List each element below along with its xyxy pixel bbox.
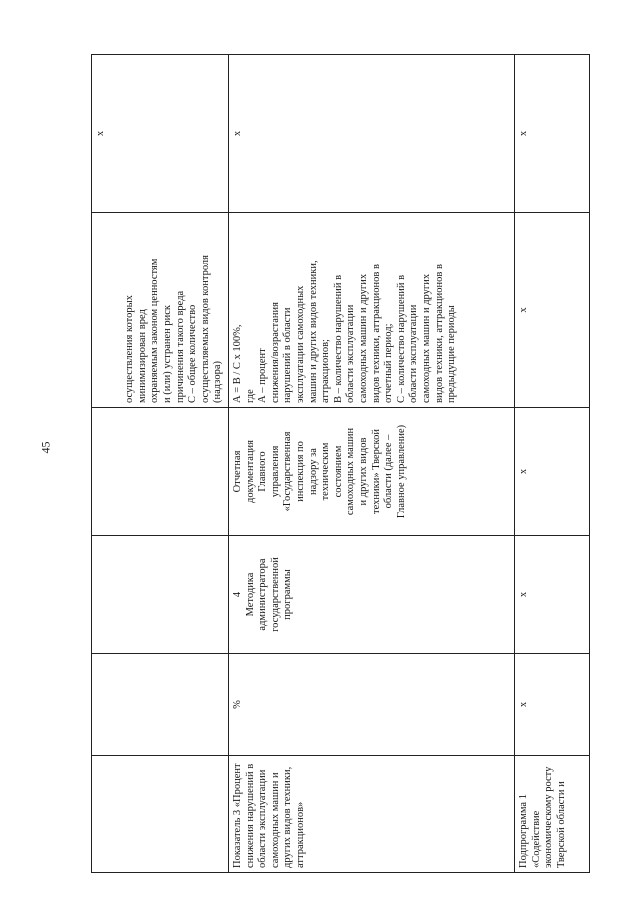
cell-mark: х	[515, 408, 590, 536]
cell-unit	[92, 654, 229, 756]
cell-mark: х	[515, 536, 590, 654]
cell-source	[92, 408, 229, 536]
cell-method: 4 Методика администратора государственной программы	[229, 536, 515, 654]
cell-formula: А = В / С х 100%, где А – процент снижения/возрастания нарушений в области эксплуатации самоходных машин и других видов техники, аттракционов; В – количество нарушений в области эксплуатации самоходных машин и других видов техники, аттракционов в отчетный период; С – количество нарушений в области эксплуатации самоходных машин и других видов техники, аттракционов в предыдущие периоды	[229, 213, 515, 408]
indicators-table	[91, 54, 590, 873]
page-number: 45	[38, 441, 53, 454]
landscape-table-frame	[91, 55, 589, 873]
cell-mark: х	[92, 55, 229, 213]
table-row	[92, 55, 229, 873]
cell-method	[92, 536, 229, 654]
table-row	[515, 55, 590, 873]
cell-mark: х	[515, 213, 590, 408]
cell-indicator-name: Подпрограмма 1 «Содействие экономическому росту Тверской области и	[515, 756, 590, 873]
cell-indicator-name	[92, 756, 229, 873]
cell-mark: х	[515, 55, 590, 213]
cell-source: Отчетная документация Главного управления «Государственная инспекция по надзору за техническим состоянием самоходных машин и других видов техники» Тверской области (далее – Главное управление)	[229, 408, 515, 536]
table-row	[229, 55, 515, 873]
cell-mark: х	[229, 55, 515, 213]
cell-unit: %	[229, 654, 515, 756]
cell-formula: осуществления которых минимизирован вред охраняемым законом ценностям и (или) устранен риск причинения такого вреда С – общее количество осуществляемых видов контроля (надзора)	[92, 213, 229, 408]
cell-mark: х	[515, 654, 590, 756]
cell-indicator-name: Показатель 3 «Процент снижения нарушений в области эксплуатации самоходных машин и других видов техники, аттракционов»	[229, 756, 515, 873]
